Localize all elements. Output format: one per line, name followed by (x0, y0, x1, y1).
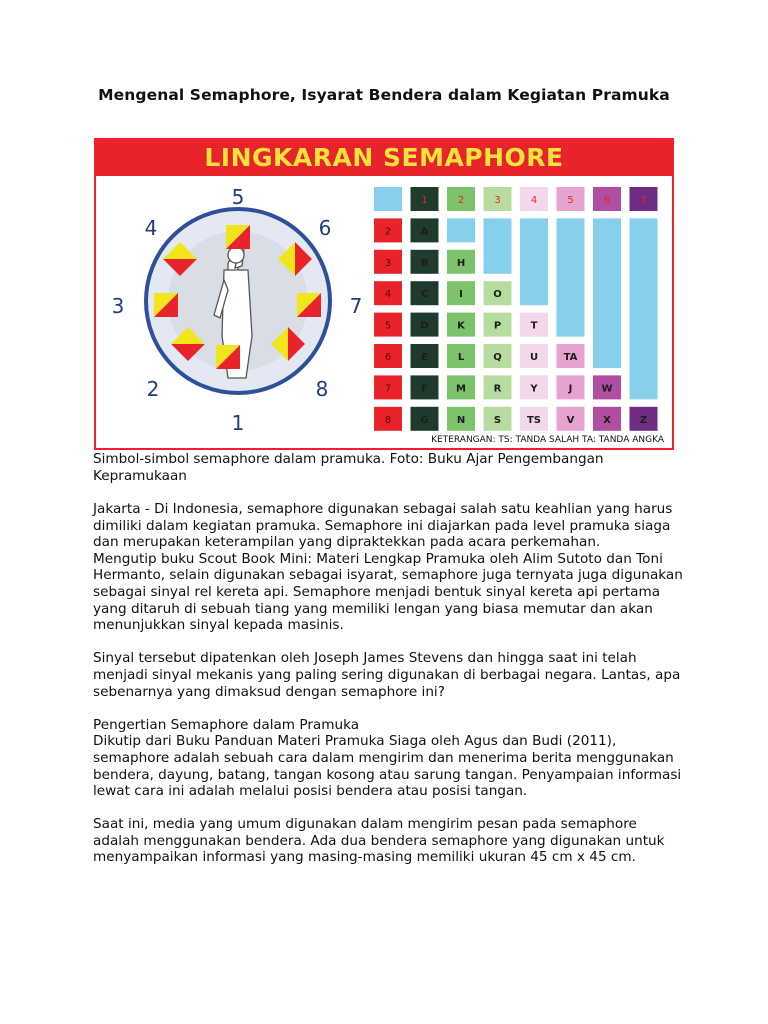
paragraph-history: Mengutip buku Scout Book Mini: Materi Lengkap Pramuka oleh Alim Sutoto dan Toni Hermanto, selain digunakan sebagai isyarat, semaphore juga ternyata juga digunakan sebagai sinyal rel kereta api. Semaphore menjadi bentuk sinyal kereta api pertama yang ditaruh di sebuah tiang yang memiliki lengan yang biasa memutar dan akan menunjukkan sinyal kepada masinis. (93, 550, 683, 634)
paragraph-intro: Jakarta - Di Indonesia, semaphore digunakan sebagai salah satu keahlian yang harus dimiliki dalam kegiatan pramuka. Semaphore ini diajarkan pada level pramuka siaga dan merupakan keterampilan yang dipraktekkan pada acara perkemahan. (93, 501, 673, 551)
grid-corner-cell (374, 187, 402, 211)
grid-row-number: 5 (384, 320, 392, 332)
grid-letter: B (420, 257, 429, 269)
grid-letter: S (493, 414, 502, 426)
grid-letter: J (568, 383, 573, 395)
grid-header-number: 6 (603, 195, 611, 206)
article-body (93, 501, 683, 866)
grid-row-number: 3 (384, 257, 392, 269)
grid-header-number: 7 (640, 195, 647, 206)
grid-header-number: 4 (530, 195, 538, 206)
grid-letter: K (457, 320, 465, 332)
semaphore-flag (226, 225, 250, 249)
grid-letter: TA (563, 352, 578, 363)
grid-empty-bar (447, 218, 475, 242)
grid-letter: TS (526, 414, 542, 426)
grid-letter: M (456, 383, 466, 395)
paragraph-patent: Sinyal tersebut dipatenkan oleh Joseph James Stevens dan hingga saat ini telah menjadi sinyal mekanis yang paling sering digunakan di berbagai negara. Lantas, apa sebenarnya yang dimaksud dengan semaphore ini? (93, 650, 681, 700)
paragraph-definition: Dikutip dari Buku Panduan Materi Pramuka Siaga oleh Agus dan Budi (2011), semaphore adalah sebuah cara dalam mengirim dan menerima berita menggunakan bendera, dayung, batang, tangan kosong atau sarung tangan. Penyampaian informasi lewat cara ini adalah melalui posisi bendera atau posisi tangan. (93, 733, 682, 800)
grid-header-number: 2 (457, 195, 465, 206)
grid-letter: I (459, 289, 463, 301)
grid-header-number: 3 (494, 195, 501, 206)
grid-letter: T (530, 320, 538, 332)
circle-number-7: 7 (349, 294, 363, 318)
grid-letter: X (603, 414, 611, 426)
grid-letter: N (456, 414, 466, 426)
grid-letter: E (421, 352, 428, 363)
grid-row-number: 2 (384, 226, 392, 238)
circle-number-4: 4 (144, 216, 158, 240)
grid-letter: Y (530, 383, 538, 395)
grid-letter: C (420, 289, 429, 301)
figure-banner: LINGKARAN SEMAPHORE (96, 140, 672, 176)
grid-empty-bar (593, 218, 621, 368)
grid-letter: F (421, 383, 428, 395)
grid-letter: H (456, 257, 466, 269)
grid-letter: V (566, 414, 575, 426)
grid-row-number: 8 (384, 414, 392, 426)
grid-letter: D (420, 320, 429, 332)
grid-empty-bar (630, 218, 658, 399)
circle-number-5: 5 (231, 185, 245, 209)
grid-empty-bar (484, 218, 512, 273)
grid-letter: W (601, 383, 613, 395)
grid-letter: O (493, 289, 502, 301)
circle-number-2: 2 (146, 377, 160, 401)
circle-number-8: 8 (315, 377, 329, 401)
semaphore-diagram (96, 140, 672, 448)
grid-letter: P (493, 320, 502, 332)
grid-row-number: 4 (384, 289, 392, 301)
semaphore-flag (154, 293, 178, 317)
circle-number-3: 3 (111, 294, 125, 318)
grid-letter: U (529, 352, 539, 363)
grid-empty-bar (557, 218, 585, 336)
grid-letter: R (493, 383, 502, 395)
grid-letter: G (420, 414, 429, 426)
grid-letter: A (420, 226, 429, 238)
grid-letter: Z (639, 414, 648, 426)
grid-letter: Q (493, 352, 502, 363)
figure-legend: KETERANGAN: TS: TANDA SALAH TA: TANDA ANGKA (431, 435, 664, 445)
grid-header-number: 1 (421, 195, 428, 206)
grid-row-number: 6 (384, 352, 392, 363)
figure-caption: Simbol-simbol semaphore dalam pramuka. Foto: Buku Ajar Pengembangan Kepramukaan (93, 451, 604, 484)
grid-empty-bar (520, 218, 548, 305)
semaphore-flag (297, 293, 321, 317)
grid-header-number: 5 (567, 195, 574, 206)
grid-row-number: 7 (384, 383, 392, 395)
circle-number-6: 6 (318, 216, 332, 240)
semaphore-figure (94, 138, 674, 450)
section-heading: Pengertian Semaphore dalam Pramuka (93, 716, 360, 733)
semaphore-flag (216, 345, 240, 369)
grid-letter: L (457, 352, 465, 363)
circle-number-1: 1 (231, 411, 245, 435)
page-title: Mengenal Semaphore, Isyarat Bendera dalam Kegiatan Pramuka (98, 86, 670, 104)
paragraph-flags: Saat ini, media yang umum digunakan dalam mengirim pesan pada semaphore adalah menggunakan bendera. Ada dua bendera semaphore yang digunakan untuk menyampaikan informasi yang masing-masing memiliki ukuran 45 cm x 45 cm. (93, 816, 665, 866)
